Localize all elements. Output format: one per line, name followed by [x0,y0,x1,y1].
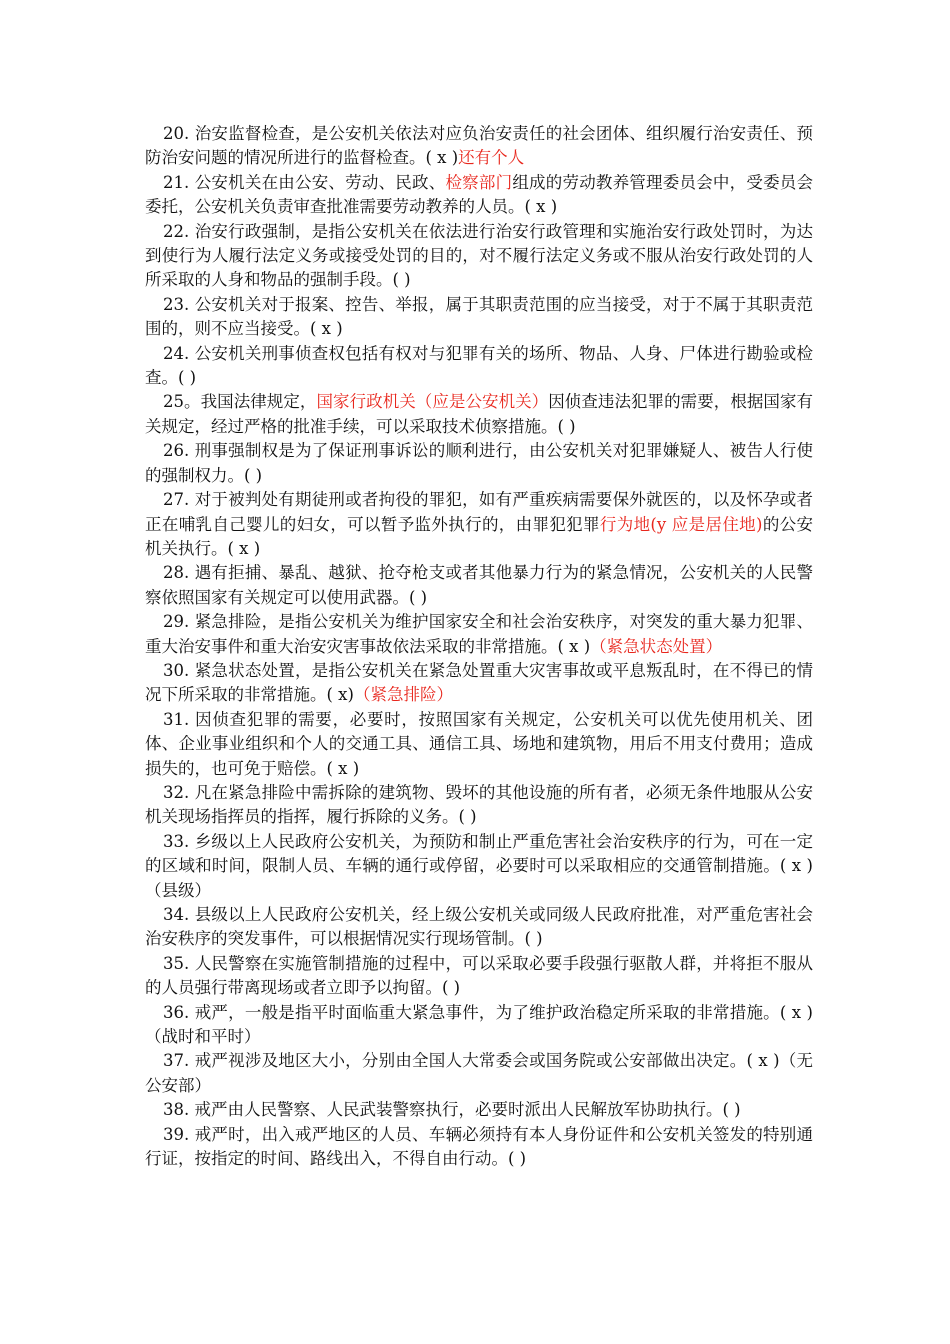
question-text: 33. 乡级以上人民政府公安机关，为预防和制止严重危害社会治安秩序的行为，可在一定的区域和时间，限制人员、车辆的通行或停留，必要时可以采取相应的交通管制措施。( x ) （县级） [145,831,813,900]
question-text: 的公安机关执行。( x ) [145,514,814,558]
question-22 [145,220,813,293]
question-text: 30. 紧急状态处置，是指公安机关在紧急处置重大灾害事故或平息叛乱时，在不得已的情况下所采取的非常措施。( x) [145,660,813,705]
correction-note: 行为地(y 应是居住地) [599,514,763,534]
question-36 [145,1001,813,1050]
correction-note: 还有个人 [458,148,525,168]
question-text: 37. 戒严视涉及地区大小，分别由全国人大常委会或国务院或公安部做出决定。( x )（无公安部） [145,1051,813,1095]
question-28 [145,561,813,610]
question-text: 20. 治安监督检查，是公安机关依法对应负治安责任的社会团体、组织履行治安责任、预防治安问题的情况所进行的监督检查。( x ) [145,124,813,168]
question-30 [145,659,813,708]
question-text: 23. 公安机关对于报案、控告、举报，属于其职责范围的应当接受，对于不属于其职责范围的，则不应当接受。( x ) [145,294,813,339]
question-24 [145,342,813,391]
correction-note: （紧急状态处置） [590,636,723,656]
document-page [145,122,813,1171]
question-34 [145,903,813,952]
question-27 [145,488,813,561]
question-32 [145,781,813,830]
question-text: 22. 治安行政强制，是指公安机关在依法进行治安行政管理和实施治安行政处罚时，为达到使行为人履行法定义务或接受处罚的目的，对不履行法定义务或不服从治安行政处罚的人所采取的人身和物品的强制手段。( ) [145,221,813,290]
question-text: 31. 因侦查犯罪的需要，必要时，按照国家有关规定，公安机关可以优先使用机关、团体、企业事业组织和个人的交通工具、通信工具、场地和建筑物，用后不用支付费用；造成损失的，也可免于赔偿。( x ) [145,709,813,778]
question-39 [145,1123,813,1172]
question-text: 26. 刑事强制权是为了保证刑事诉讼的顺利进行，由公安机关对犯罪嫌疑人、被告人行使的强制权力。( ) [145,441,813,485]
question-23 [145,293,813,342]
question-text: 36. 戒严，一般是指平时面临重大紧急事件，为了维护政治稳定所采取的非常措施。( x )（战时和平时） [145,1002,813,1047]
question-26 [145,439,813,488]
correction-note: 检察部门 [445,172,513,192]
question-text: 32. 凡在紧急排险中需拆除的建筑物、毁坏的其他设施的所有者，必须无条件地服从公安机关现场指挥员的指挥，履行拆除的义务。( ) [145,782,813,827]
question-31 [145,708,813,781]
question-38 [145,1098,813,1122]
correction-note: （紧急排险） [353,685,453,705]
question-text: 38. 戒严由人民警察、人民武装警察执行，必要时派出人民解放军协助执行。( ) [163,1100,741,1120]
question-text: 27. 对于被判处有期徒刑或者拘役的罪犯，如有严重疾病需要保外就医的，以及怀孕或者正在哺乳自己婴儿的妇女，可以暂予监外执行的，由罪犯犯罪 [145,490,813,534]
question-25 [145,390,813,439]
question-text: 39. 戒严时，出入戒严地区的人员、车辆必须持有本人身份证件和公安机关签发的特别通行证，按指定的时间、路线出入，不得自由行动。( ) [145,1124,813,1169]
question-text: 29. 紧急排险，是指公安机关为维护国家安全和社会治安秩序，对突发的重大暴力犯罪、重大治安事件和重大治安灾害事故依法采取的非常措施。( x ) [145,612,813,656]
question-text: 25。我国法律规定， [163,392,317,412]
correction-note: 国家行政机关（应是公安机关） [316,392,549,412]
question-29 [145,610,813,659]
question-text: 24. 公安机关刑事侦查权包括有权对与犯罪有关的场所、物品、人身、尸体进行勘验或检查。( ) [145,343,813,388]
question-text: 34. 县级以上人民政府公安机关，经上级公安机关或同级人民政府批准，对严重危害社会治安秩序的突发事件，可以根据情况实行现场管制。( ) [145,905,813,949]
question-text: 组成的劳动教养管理委员会中，受委员会委托，公安机关负责审查批准需要劳动教养的人员。( x ) [145,172,814,217]
question-text: 21. 公安机关在由公安、劳动、民政、 [163,172,446,192]
question-21 [145,171,813,220]
question-35 [145,952,813,1001]
question-33 [145,830,813,903]
question-text: 28. 遇有拒捕、暴乱、越狱、抢夺枪支或者其他暴力行为的紧急情况，公安机关的人民警察依照国家有关规定可以使用武器。( ) [145,563,813,607]
question-37 [145,1049,813,1098]
question-text: 35. 人民警察在实施管制措施的过程中，可以采取必要手段强行驱散人群，并将拒不服从的人员强行带离现场或者立即予以拘留。( ) [145,953,813,998]
question-text: 因侦查违法犯罪的需要，根据国家有关规定，经过严格的批准手续，可以采取技术侦察措施。( ) [145,392,814,436]
question-20 [145,122,813,171]
